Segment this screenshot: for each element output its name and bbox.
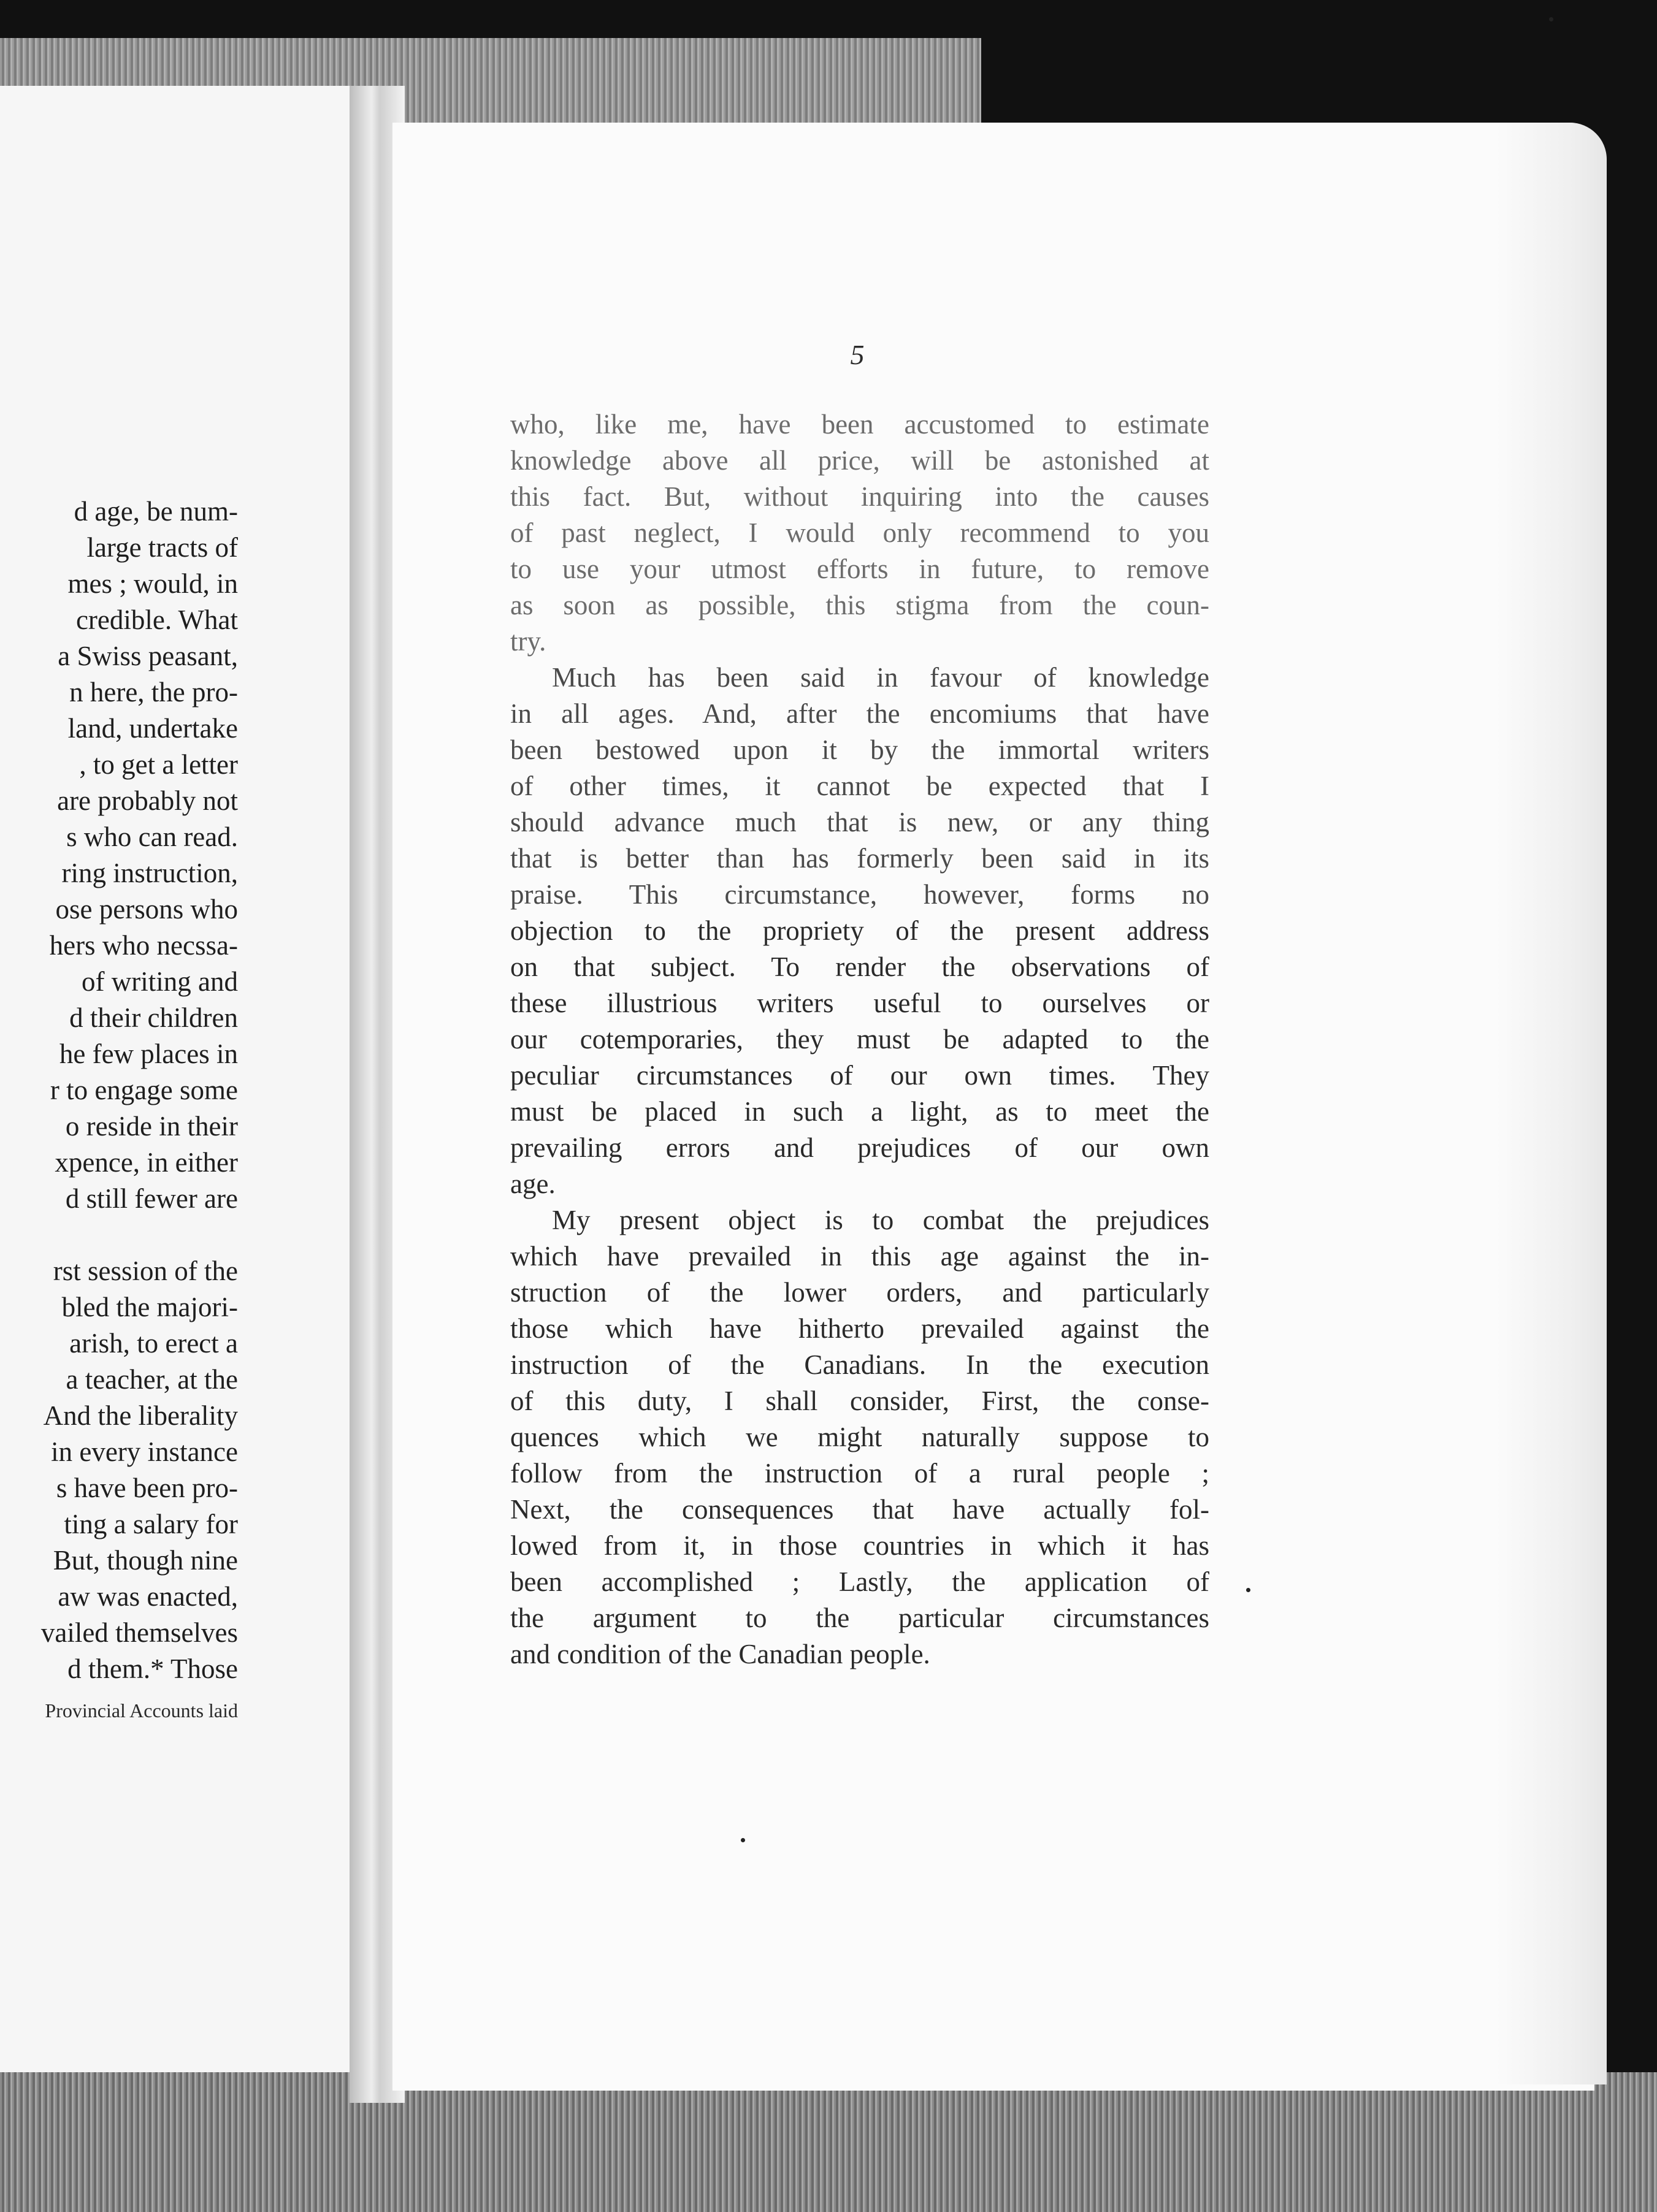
- left-line: arish, to erect a: [69, 1328, 238, 1359]
- left-line: n here, the pro-: [69, 677, 238, 707]
- text-line: Much has been said in favour of knowledge: [552, 662, 1209, 693]
- left-page: [0, 86, 353, 2072]
- text-line: in all ages. And, after the encomiums that have: [510, 698, 1209, 729]
- left-footnote: Provincial Accounts laid: [45, 1699, 238, 1722]
- left-line: rst session of the: [53, 1256, 238, 1286]
- text-line: as soon as possible, this stigma from the coun-: [510, 590, 1209, 620]
- text-line: struction of the lower orders, and particularly: [510, 1277, 1209, 1308]
- left-line: s who can read.: [66, 822, 238, 852]
- left-line: s have been pro-: [56, 1473, 238, 1503]
- left-line: r to engage some: [50, 1075, 238, 1105]
- left-line: o reside in their: [65, 1111, 238, 1142]
- text-line: should advance much that is new, or any thing: [510, 807, 1209, 837]
- left-line: , to get a letter: [79, 749, 238, 780]
- speck-mark: [1246, 1588, 1250, 1592]
- speck-mark: [741, 1838, 745, 1842]
- text-line: objection to the propriety of the present address: [510, 915, 1209, 946]
- text-line: knowledge above all price, will be astonished at: [510, 445, 1209, 476]
- left-line: he few places in: [59, 1039, 238, 1069]
- text-line: these illustrious writers useful to ourselves or: [510, 988, 1209, 1018]
- left-line: d still fewer are: [65, 1183, 238, 1214]
- left-line: d their children: [69, 1002, 238, 1033]
- text-line: that is better than has formerly been said in its: [510, 843, 1209, 874]
- text-line: quences which we might naturally suppose to: [510, 1422, 1209, 1452]
- text-line: those which have hitherto prevailed against the: [510, 1313, 1209, 1344]
- text-line: of other times, it cannot be expected that I: [510, 771, 1209, 801]
- left-line: And the liberality: [43, 1400, 238, 1431]
- text-line: prevailing errors and prejudices of our own: [510, 1132, 1209, 1163]
- left-line: hers who necssa-: [49, 930, 238, 961]
- right-page-text: [510, 406, 1209, 1672]
- text-line: peculiar circumstances of our own times. They: [510, 1060, 1209, 1091]
- left-line: vailed themselves: [40, 1617, 238, 1648]
- left-page-text: [0, 494, 238, 1723]
- left-line: mes ; would, in: [67, 568, 238, 599]
- text-line: Next, the consequences that have actually fol-: [510, 1494, 1209, 1525]
- left-line: d age, be num-: [74, 496, 238, 527]
- left-line: ting a salary for: [64, 1509, 238, 1539]
- text-line: to use your utmost efforts in future, to remove: [510, 554, 1209, 584]
- text-line: this fact. But, without inquiring into the causes: [510, 481, 1209, 512]
- speck-mark: [1549, 17, 1553, 21]
- left-line: ose persons who: [55, 894, 238, 925]
- left-line: large tracts of: [86, 532, 238, 563]
- left-line: ring instruction,: [61, 858, 238, 888]
- text-line: lowed from it, in those countries in which it has: [510, 1530, 1209, 1561]
- left-line: But, though nine: [53, 1545, 238, 1576]
- text-line: My present object is to combat the prejudices: [552, 1205, 1209, 1235]
- text-line: been accomplished ; Lastly, the application of: [510, 1566, 1209, 1597]
- text-line: which have prevailed in this age against the in-: [510, 1241, 1209, 1272]
- paragraph-gap: [0, 1217, 238, 1253]
- text-line: of this duty, I shall consider, First, the conse-: [510, 1386, 1209, 1416]
- text-line: of past neglect, I would only recommend to you: [510, 517, 1209, 548]
- text-line: praise. This circumstance, however, forms no: [510, 879, 1209, 910]
- text-line: our cotemporaries, they must be adapted to the: [510, 1024, 1209, 1055]
- text-line: instruction of the Canadians. In the execution: [510, 1349, 1209, 1380]
- text-line: been bestowed upon it by the immortal writers: [510, 734, 1209, 765]
- text-line: follow from the instruction of a rural people ;: [510, 1458, 1209, 1489]
- left-line: a Swiss peasant,: [58, 641, 238, 671]
- left-line: d them.* Those: [67, 1653, 238, 1684]
- left-line: xpence, in either: [55, 1147, 238, 1178]
- text-line: the argument to the particular circumstances: [510, 1603, 1209, 1633]
- left-line: in every instance: [51, 1436, 238, 1467]
- text-line: on that subject. To render the observations of: [510, 952, 1209, 982]
- left-line: are probably not: [57, 785, 238, 816]
- text-line: must be placed in such a light, as to meet the: [510, 1096, 1209, 1127]
- right-page-edge: [1496, 123, 1607, 2084]
- text-line: age.: [510, 1169, 556, 1199]
- left-line: of writing and: [82, 966, 238, 997]
- left-line: bled the majori-: [61, 1292, 238, 1322]
- left-line: a teacher, at the: [66, 1364, 238, 1395]
- left-line: aw was enacted,: [58, 1581, 238, 1612]
- text-line: and condition of the Canadian people.: [510, 1639, 930, 1669]
- text-line: try.: [510, 626, 546, 657]
- left-line: credible. What: [75, 604, 238, 635]
- binding-cloth-bottom: [0, 2072, 1657, 2212]
- page-number: 5: [850, 339, 865, 370]
- left-line: land, undertake: [67, 713, 238, 744]
- text-line: who, like me, have been accustomed to estimate: [510, 409, 1209, 440]
